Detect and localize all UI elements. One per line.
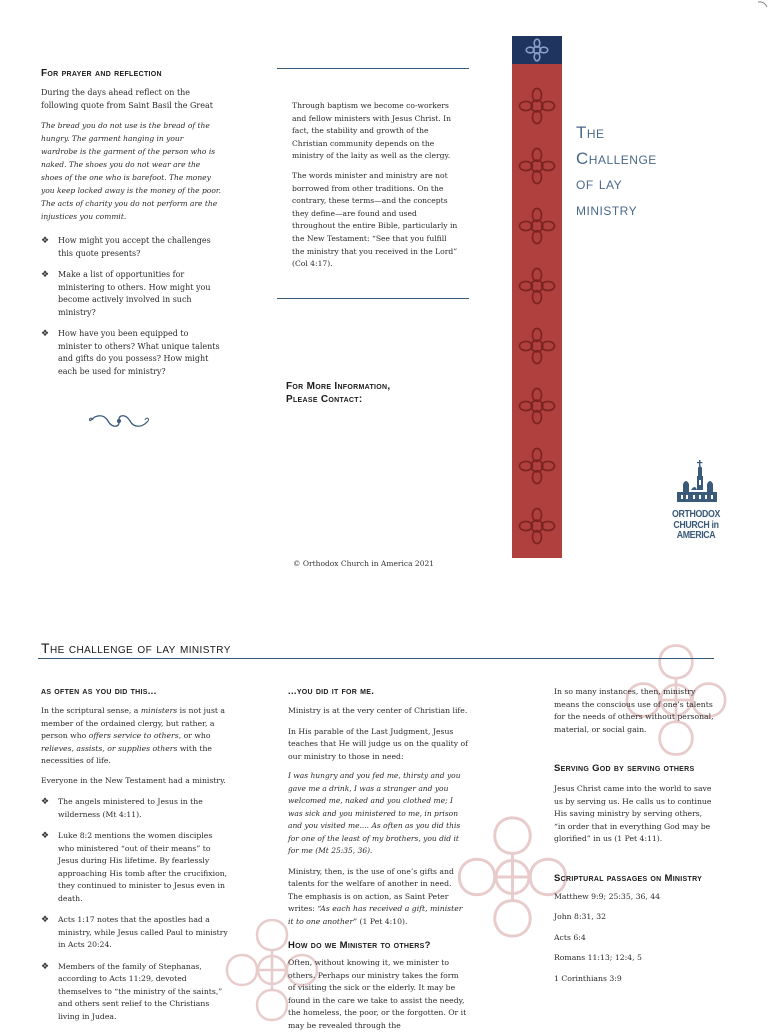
logo-text: ORTHODOX CHURCH in AMERICA	[671, 509, 721, 541]
list-item: ❖ Make a list of opportunities for ministering to others. How might you become actively involved in such ministry?	[41, 270, 211, 317]
band-pattern	[512, 36, 562, 558]
list-item: ❖ Members of the family of Stephanas, according to Acts 11:29, devoted themselves to “the ministry of the saints,” and others sent relief to the Christians living in Judea.	[41, 961, 223, 1021]
prayer-intro: During the days ahead reflect on the following quote from Saint Basil the Great	[41, 88, 213, 110]
col2-heading: ...you did it for me.	[288, 686, 375, 697]
col2-heading2: How do we Minister to others?	[288, 940, 431, 951]
middle-panel	[292, 100, 458, 271]
contact-heading: For More Information, Please Contact:	[286, 381, 391, 405]
divider-top	[277, 68, 469, 69]
column-3	[554, 686, 714, 985]
divider-bottom	[277, 298, 469, 299]
col1-bullets	[41, 796, 229, 1023]
words-paragraph: The words minister and ministry are not borrowed from other traditions. On the contrary, these terms—and the concepts they define—are found and used throughout the entire Bible, particularly in the New Testament: “See that you fulfill the ministry that you received in the Lord” (Col 4:17).	[292, 170, 458, 269]
prayer-heading: For prayer and reflection	[41, 68, 162, 79]
title-rule	[38, 658, 714, 659]
col2-para4: Ministry, then, is the use of one’s gifts and talents for the welfare of another in need. The emphasis is on action, as Saint Peter writes: “As each has received a gift, minister it to one another” (1 Pet 4:10).	[288, 866, 463, 926]
church-logo-icon	[671, 456, 721, 508]
scripture-refs	[554, 891, 714, 986]
copyright: © Orthodox Church in America 2021	[293, 559, 435, 568]
col1-para2: Everyone in the New Testament had a ministry.	[41, 775, 226, 785]
col3-para2: Jesus Christ came into the world to save us by serving us. He calls us to continue His saving ministry by serving others, “in order that in everything God may be glorified” in us (1 Pet 4:11).	[554, 784, 712, 843]
col1-para1: In the scriptural sense, a ministers is not just a member of the ordained clergy, but rather, a person who offers service to others, or who relieves, assists, or supplies others with the necessities of life.	[41, 706, 226, 765]
col1-heading: as often as you did this...	[41, 686, 157, 697]
left-panel	[41, 68, 221, 387]
col3-heading1: Serving God by serving others	[554, 763, 695, 774]
page-title: The challenge of lay ministry	[41, 640, 231, 656]
col3-para1: In so many instances, then, ministry means the conscious use of one’s talents for the needs of others without personal, material, or social gain.	[554, 687, 714, 734]
col2-para1: Ministry is at the very center of Christian life.	[288, 706, 468, 715]
list-item: 1 Corinthians 3:9	[554, 973, 622, 983]
list-item: ❖ The angels ministered to Jesus in the wilderness (Mt 4:11).	[41, 797, 203, 819]
list-item: ❖ How have you been equipped to minister to others? What unique talents and gifts do you possess? How might each be used for ministry?	[41, 329, 220, 376]
list-item: ❖ Acts 1:17 notes that the apostles had a ministry, while Jesus called Paul to ministry in Acts 20:24.	[41, 915, 228, 949]
list-item: ❖ Luke 8:2 mentions the women disciples who ministered “out of their means” to Jesus during His lifetime. By fearlessly approaching His tomb after the crucifixion, they continued to minister to Jesus even in death.	[41, 831, 228, 903]
basil-quote: The bread you do not use is the bread of the hungry. The garment hanging in your wardrobe is the garment of the person who is naked. The shoes you do not wear are the shoes of the one who is barefoot. The money you keep locked away is the money of the poor. The acts of charity you do not perform are the injustices you commit.	[41, 121, 221, 221]
list-item: ❖ How might you accept the challenges this quote presents?	[41, 236, 211, 258]
list-item: John 8:31, 32	[554, 912, 606, 921]
baptism-paragraph: Through baptism we become co-workers and fellow ministers with Jesus Christ. In fact, the stability and growth of the Christian community depends on the ministry of the laity as well as the clergy.	[292, 101, 452, 161]
column-2	[288, 686, 468, 1032]
col3-heading2: Scriptural passages on Ministry	[554, 872, 703, 884]
list-item: Romans 11:13; 12:4, 5	[554, 953, 642, 962]
cover-title: The Challenge of lay ministry	[576, 123, 657, 219]
flourish-ornament	[86, 412, 152, 430]
list-item: Acts 6:4	[554, 932, 586, 942]
page-curl-icon	[756, 0, 768, 12]
col2-quote: I was hungry and you fed me, thirsty and you gave me a drink, I was a stranger and you welcomed me, naked and you clothed me; I was sick and you ministered to me, in prison and you visited me.... As often as you did this for one of the least of my brothers, you did it for me (Mt 25:35, 36).	[288, 771, 461, 855]
col2-para5: Often, without knowing it, we minister to others. Perhaps our ministry takes the form of visiting the sick or the elderly. It may be found in the care we take to assist the needy, the homeless, the poor, or the forgotten. Or it may be revealed through the	[288, 958, 467, 1030]
list-item: Matthew 9:9; 25:35, 36, 44	[554, 891, 661, 901]
reflection-questions	[41, 235, 221, 378]
column-1	[41, 686, 229, 1032]
col2-para2: In His parable of the Last Judgment, Jesus teaches that He will judge us on the quality of our ministry to those in need:	[288, 726, 468, 761]
